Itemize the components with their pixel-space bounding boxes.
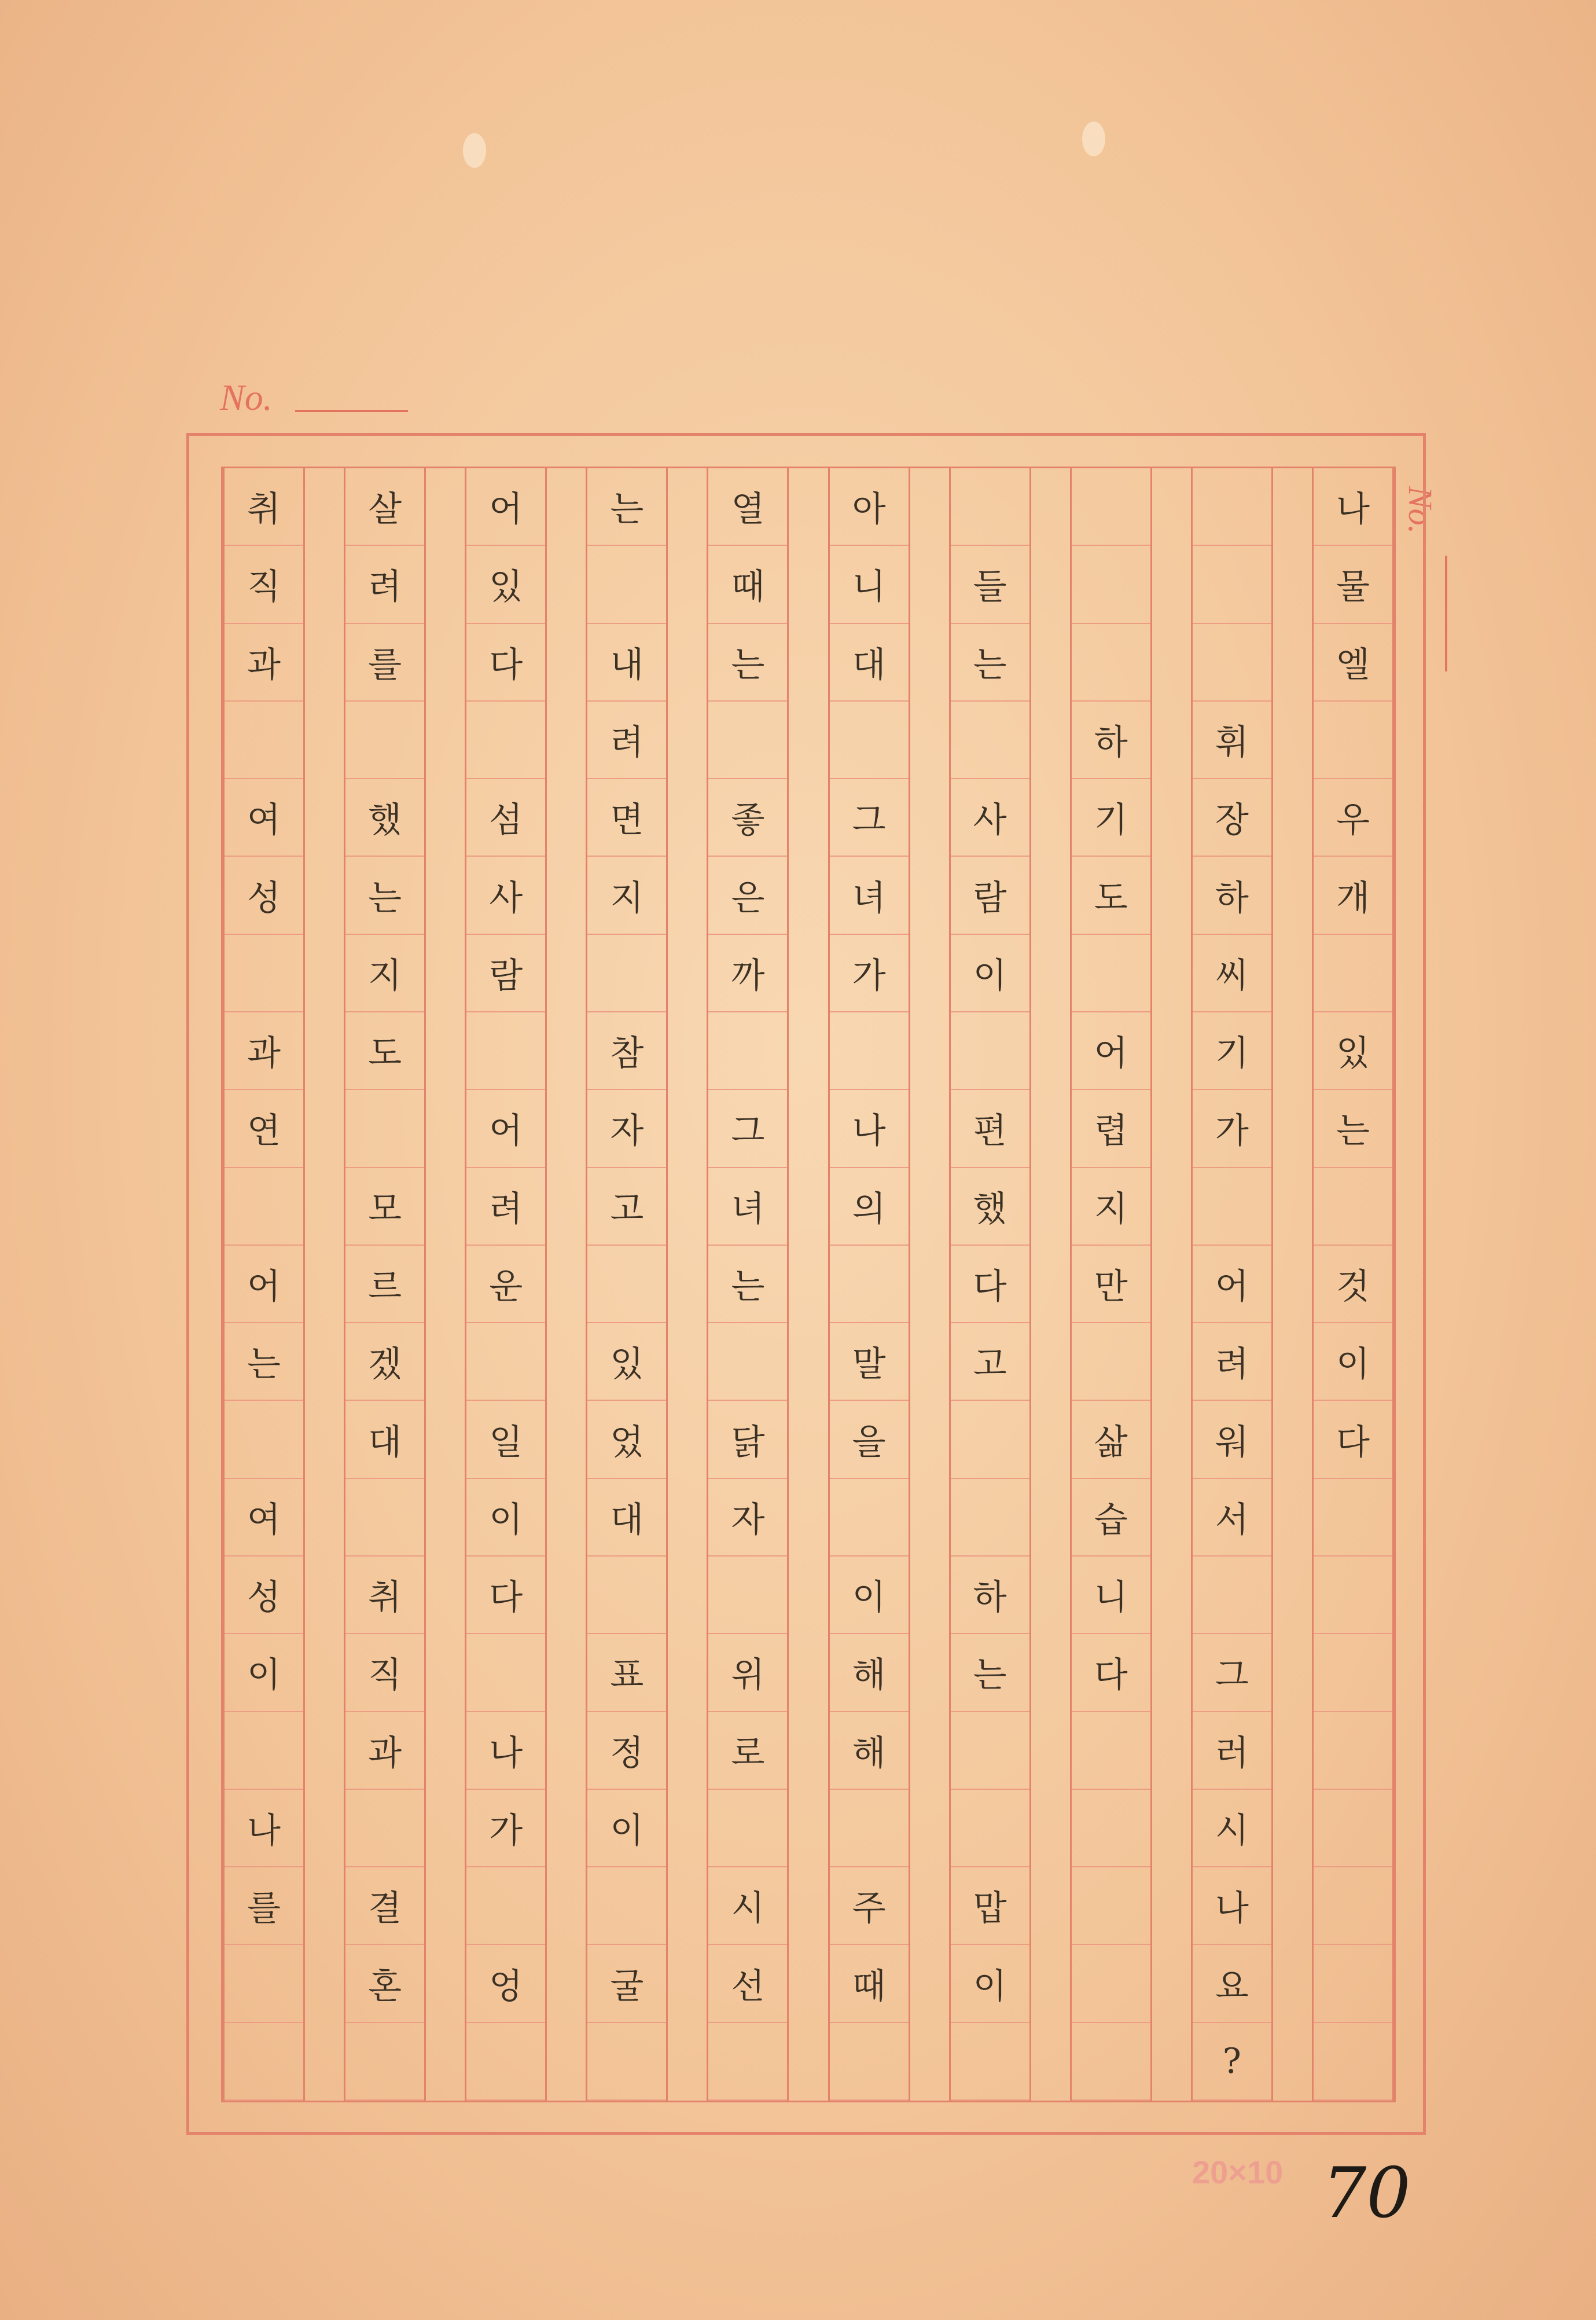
manuscript-cell: 기 [1193, 1012, 1271, 1090]
manuscript-cell: 주 [830, 1867, 909, 1945]
manuscript-cell [1072, 1790, 1150, 1867]
manuscript-cell [587, 1557, 666, 1634]
manuscript-cell: 는 [225, 1323, 303, 1401]
manuscript-cell [951, 1712, 1029, 1790]
manuscript-cell: ? [1193, 2023, 1271, 2101]
manuscript-cell [1314, 1168, 1392, 1246]
manuscript-cell: 씨 [1193, 935, 1271, 1012]
manuscript-cell: 성 [225, 1557, 303, 1634]
manuscript-cell [1314, 1712, 1392, 1790]
manuscript-cell: 엘 [1314, 624, 1392, 702]
manuscript-cell: 를 [345, 624, 424, 702]
manuscript-cell: 것 [1314, 1246, 1392, 1323]
manuscript-cell [951, 1401, 1029, 1478]
manuscript-cell [708, 1790, 787, 1867]
manuscript-cell: 려 [466, 1168, 545, 1246]
manuscript-cell: 는 [708, 624, 787, 702]
manuscript-cell: 하 [951, 1557, 1029, 1634]
paper-pin-mark [463, 133, 486, 168]
manuscript-cell [587, 1867, 666, 1945]
manuscript-cell: 결 [345, 1867, 424, 1945]
manuscript-cell: 이 [587, 1790, 666, 1867]
manuscript-cell: 그 [1193, 1634, 1271, 1712]
manuscript-cell: 기 [1072, 779, 1150, 857]
manuscript-cell [345, 702, 424, 779]
manuscript-cell [1072, 1945, 1150, 2022]
manuscript-cell: 어 [1072, 1012, 1150, 1090]
manuscript-column [1191, 468, 1273, 2101]
manuscript-cell: 참 [587, 1012, 666, 1090]
manuscript-cell [1072, 624, 1150, 702]
manuscript-cell: 어 [225, 1246, 303, 1323]
manuscript-cell: 우 [1314, 779, 1392, 857]
manuscript-cell [466, 702, 545, 779]
manuscript-cell [830, 1012, 909, 1090]
manuscript-cell [587, 1246, 666, 1323]
manuscript-cell: 렵 [1072, 1090, 1150, 1168]
manuscript-cell: 자 [587, 1090, 666, 1168]
manuscript-cell: 요 [1193, 1945, 1271, 2022]
manuscript-cell: 자 [708, 1479, 787, 1557]
manuscript-cell: 니 [830, 546, 909, 623]
manuscript-column [828, 468, 910, 2101]
manuscript-cell: 굴 [587, 1945, 666, 2022]
manuscript-column [465, 468, 547, 2101]
manuscript-cell: 닭 [708, 1401, 787, 1478]
manuscript-cell: 지 [1072, 1168, 1150, 1246]
manuscript-cell: 나 [1193, 1867, 1271, 1945]
manuscript-cell: 모 [345, 1168, 424, 1246]
manuscript-cell: 이 [951, 935, 1029, 1012]
paper-pin-mark [1082, 122, 1105, 156]
manuscript-cell: 휘 [1193, 702, 1271, 779]
manuscript-cell: 가 [1193, 1090, 1271, 1168]
side-number-label: No. [1402, 486, 1439, 534]
manuscript-cell [225, 1168, 303, 1246]
manuscript-cell: 러 [1193, 1712, 1271, 1790]
manuscript-cell [830, 1790, 909, 1867]
manuscript-cell: 녀 [830, 857, 909, 934]
manuscript-cell: 려 [1193, 1323, 1271, 1401]
manuscript-cell [1193, 624, 1271, 702]
manuscript-cell [345, 1090, 424, 1168]
grid-size-label: 20×10 [1192, 2154, 1284, 2190]
manuscript-cell: 나 [1314, 468, 1392, 546]
manuscript-cell: 때 [708, 546, 787, 623]
manuscript-cell: 취 [225, 468, 303, 546]
manuscript-cell: 다 [466, 1557, 545, 1634]
manuscript-cell: 일 [466, 1401, 545, 1478]
manuscript-cell: 지 [345, 935, 424, 1012]
manuscript-cell [225, 2023, 303, 2101]
manuscript-cell [951, 2023, 1029, 2101]
manuscript-cell [708, 1323, 787, 1401]
manuscript-cell [708, 2023, 787, 2101]
manuscript-cell: 과 [225, 624, 303, 702]
manuscript-cell: 좋 [708, 779, 787, 857]
manuscript-cell: 해 [830, 1712, 909, 1790]
manuscript-cell: 워 [1193, 1401, 1271, 1478]
manuscript-cell: 어 [466, 1090, 545, 1168]
manuscript-cell: 취 [345, 1557, 424, 1634]
manuscript-cell: 열 [708, 468, 787, 546]
manuscript-cell: 의 [830, 1168, 909, 1246]
manuscript-column [344, 468, 426, 2101]
manuscript-cell: 도 [345, 1012, 424, 1090]
manuscript-cell [830, 702, 909, 779]
manuscript-cell: 다 [466, 624, 545, 702]
manuscript-cell [830, 1246, 909, 1323]
manuscript-cell [225, 935, 303, 1012]
manuscript-cell [345, 2023, 424, 2101]
manuscript-cell [1193, 546, 1271, 623]
manuscript-cell: 어 [1193, 1246, 1271, 1323]
manuscript-cell: 나 [225, 1790, 303, 1867]
manuscript-cell: 여 [225, 779, 303, 857]
manuscript-cell: 다 [1072, 1634, 1150, 1712]
manuscript-cell: 여 [225, 1479, 303, 1557]
manuscript-cell: 시 [708, 1867, 787, 1945]
manuscript-cell: 했 [345, 779, 424, 857]
manuscript-cell: 는 [951, 1634, 1029, 1712]
manuscript-cell [1193, 468, 1271, 546]
manuscript-cell: 고 [951, 1323, 1029, 1401]
manuscript-cell: 었 [587, 1401, 666, 1478]
manuscript-cell: 이 [225, 1634, 303, 1712]
manuscript-cell [951, 468, 1029, 546]
manuscript-cell: 는 [1314, 1090, 1392, 1168]
manuscript-cell: 개 [1314, 857, 1392, 934]
manuscript-cell [1314, 1867, 1392, 1945]
manuscript-cell [708, 1557, 787, 1634]
manuscript-cell [587, 546, 666, 623]
manuscript-cell: 삶 [1072, 1401, 1150, 1478]
manuscript-cell [466, 1323, 545, 1401]
manuscript-cell: 시 [1193, 1790, 1271, 1867]
manuscript-cell: 성 [225, 857, 303, 934]
manuscript-cell: 이 [951, 1945, 1029, 2022]
manuscript-cell: 선 [708, 1945, 787, 2022]
manuscript-cell: 표 [587, 1634, 666, 1712]
manuscript-cell [345, 1479, 424, 1557]
manuscript-cell: 람 [951, 857, 1029, 934]
manuscript-cell: 습 [1072, 1479, 1150, 1557]
manuscript-column [949, 468, 1031, 2101]
manuscript-column [707, 468, 789, 2101]
manuscript-cell: 직 [345, 1634, 424, 1712]
manuscript-cell: 나 [466, 1712, 545, 1790]
manuscript-cell: 정 [587, 1712, 666, 1790]
manuscript-cell: 만 [1072, 1246, 1150, 1323]
manuscript-cell: 하 [1193, 857, 1271, 934]
manuscript-cell: 대 [830, 624, 909, 702]
manuscript-cell: 면 [587, 779, 666, 857]
manuscript-cell: 있 [1314, 1012, 1392, 1090]
manuscript-cell: 서 [1193, 1479, 1271, 1557]
manuscript-cell: 했 [951, 1168, 1029, 1246]
manuscript-cell: 맙 [951, 1867, 1029, 1945]
manuscript-cell: 편 [951, 1090, 1029, 1168]
manuscript-cell: 과 [345, 1712, 424, 1790]
manuscript-cell: 니 [1072, 1557, 1150, 1634]
manuscript-cell: 는 [708, 1246, 787, 1323]
manuscript-cell: 있 [466, 546, 545, 623]
manuscript-cell [1072, 1323, 1150, 1401]
manuscript-cell [951, 1790, 1029, 1867]
manuscript-cell [225, 1401, 303, 1478]
manuscript-cell: 위 [708, 1634, 787, 1712]
manuscript-cell: 말 [830, 1323, 909, 1401]
manuscript-cell: 다 [951, 1246, 1029, 1323]
manuscript-cell [466, 1634, 545, 1712]
manuscript-cell: 운 [466, 1246, 545, 1323]
manuscript-cell: 은 [708, 857, 787, 934]
manuscript-cell [225, 702, 303, 779]
manuscript-cell: 는 [587, 468, 666, 546]
number-label: No. [220, 377, 273, 418]
manuscript-cell: 을 [830, 1401, 909, 1478]
manuscript-cell: 로 [708, 1712, 787, 1790]
manuscript-cell: 려 [587, 702, 666, 779]
manuscript-cell [830, 1479, 909, 1557]
manuscript-column [1312, 468, 1394, 2101]
manuscript-cell [830, 2023, 909, 2101]
manuscript-cell [1193, 1168, 1271, 1246]
page-number: 70 [1322, 2153, 1411, 2234]
manuscript-cell: 그 [830, 779, 909, 857]
manuscript-cell: 어 [466, 468, 545, 546]
manuscript-cell [951, 1012, 1029, 1090]
manuscript-cell: 아 [830, 468, 909, 546]
manuscript-cell [466, 1867, 545, 1945]
manuscript-cell [1314, 1790, 1392, 1867]
manuscript-cell: 혼 [345, 1945, 424, 2022]
manuscript-cell [1314, 1479, 1392, 1557]
manuscript-cell [1072, 1712, 1150, 1790]
manuscript-cell: 그 [708, 1090, 787, 1168]
manuscript-column [223, 468, 305, 2101]
manuscript-cell: 들 [951, 546, 1029, 623]
manuscript-cell [1072, 1867, 1150, 1945]
manuscript-cell [1072, 2023, 1150, 2101]
manuscript-cell: 해 [830, 1634, 909, 1712]
side-number-line [1445, 556, 1447, 671]
manuscript-cell [1314, 702, 1392, 779]
manuscript-cell [1314, 1634, 1392, 1712]
manuscript-cell: 살 [345, 468, 424, 546]
manuscript-cell [708, 702, 787, 779]
manuscript-cell [345, 1790, 424, 1867]
manuscript-cell: 가 [830, 935, 909, 1012]
manuscript-cell: 려 [345, 546, 424, 623]
manuscript-cell [466, 1012, 545, 1090]
manuscript-cell [1072, 546, 1150, 623]
manuscript-cell: 직 [225, 546, 303, 623]
manuscript-cell: 대 [345, 1401, 424, 1478]
manuscript-cell: 도 [1072, 857, 1150, 934]
manuscript-cell: 물 [1314, 546, 1392, 623]
manuscript-cell: 지 [587, 857, 666, 934]
manuscript-cell [225, 1712, 303, 1790]
manuscript-cell: 고 [587, 1168, 666, 1246]
manuscript-cell: 르 [345, 1246, 424, 1323]
manuscript-cell: 있 [587, 1323, 666, 1401]
manuscript-cell [1072, 468, 1150, 546]
manuscript-cell: 이 [466, 1479, 545, 1557]
manuscript-cell: 하 [1072, 702, 1150, 779]
manuscript-cell: 사 [951, 779, 1029, 857]
manuscript-cell: 까 [708, 935, 787, 1012]
manuscript-cell: 는 [951, 624, 1029, 702]
manuscript-grid [223, 468, 1394, 2101]
manuscript-cell [1314, 1945, 1392, 2022]
number-line [295, 410, 408, 412]
manuscript-cell [1072, 935, 1150, 1012]
manuscript-cell [1314, 1557, 1392, 1634]
manuscript-cell: 연 [225, 1090, 303, 1168]
manuscript-cell: 나 [830, 1090, 909, 1168]
manuscript-column [1070, 468, 1152, 2101]
manuscript-cell: 사 [466, 857, 545, 934]
manuscript-cell [587, 935, 666, 1012]
manuscript-cell [466, 2023, 545, 2101]
manuscript-cell [1193, 1557, 1271, 1634]
manuscript-cell: 대 [587, 1479, 666, 1557]
manuscript-cell [708, 1012, 787, 1090]
manuscript-cell: 다 [1314, 1401, 1392, 1478]
manuscript-cell [1314, 935, 1392, 1012]
manuscript-cell: 를 [225, 1867, 303, 1945]
manuscript-cell [1314, 2023, 1392, 2101]
manuscript-cell: 과 [225, 1012, 303, 1090]
manuscript-cell: 섬 [466, 779, 545, 857]
manuscript-cell: 가 [466, 1790, 545, 1867]
manuscript-cell: 겠 [345, 1323, 424, 1401]
manuscript-cell: 는 [345, 857, 424, 934]
manuscript-cell [951, 702, 1029, 779]
manuscript-cell [951, 1479, 1029, 1557]
manuscript-cell: 엉 [466, 1945, 545, 2022]
manuscript-cell: 이 [830, 1557, 909, 1634]
manuscript-cell: 녀 [708, 1168, 787, 1246]
manuscript-cell: 때 [830, 1945, 909, 2022]
manuscript-cell: 이 [1314, 1323, 1392, 1401]
manuscript-cell: 람 [466, 935, 545, 1012]
manuscript-cell [587, 2023, 666, 2101]
manuscript-column [586, 468, 668, 2101]
manuscript-cell: 내 [587, 624, 666, 702]
manuscript-cell [225, 1945, 303, 2022]
manuscript-cell: 장 [1193, 779, 1271, 857]
